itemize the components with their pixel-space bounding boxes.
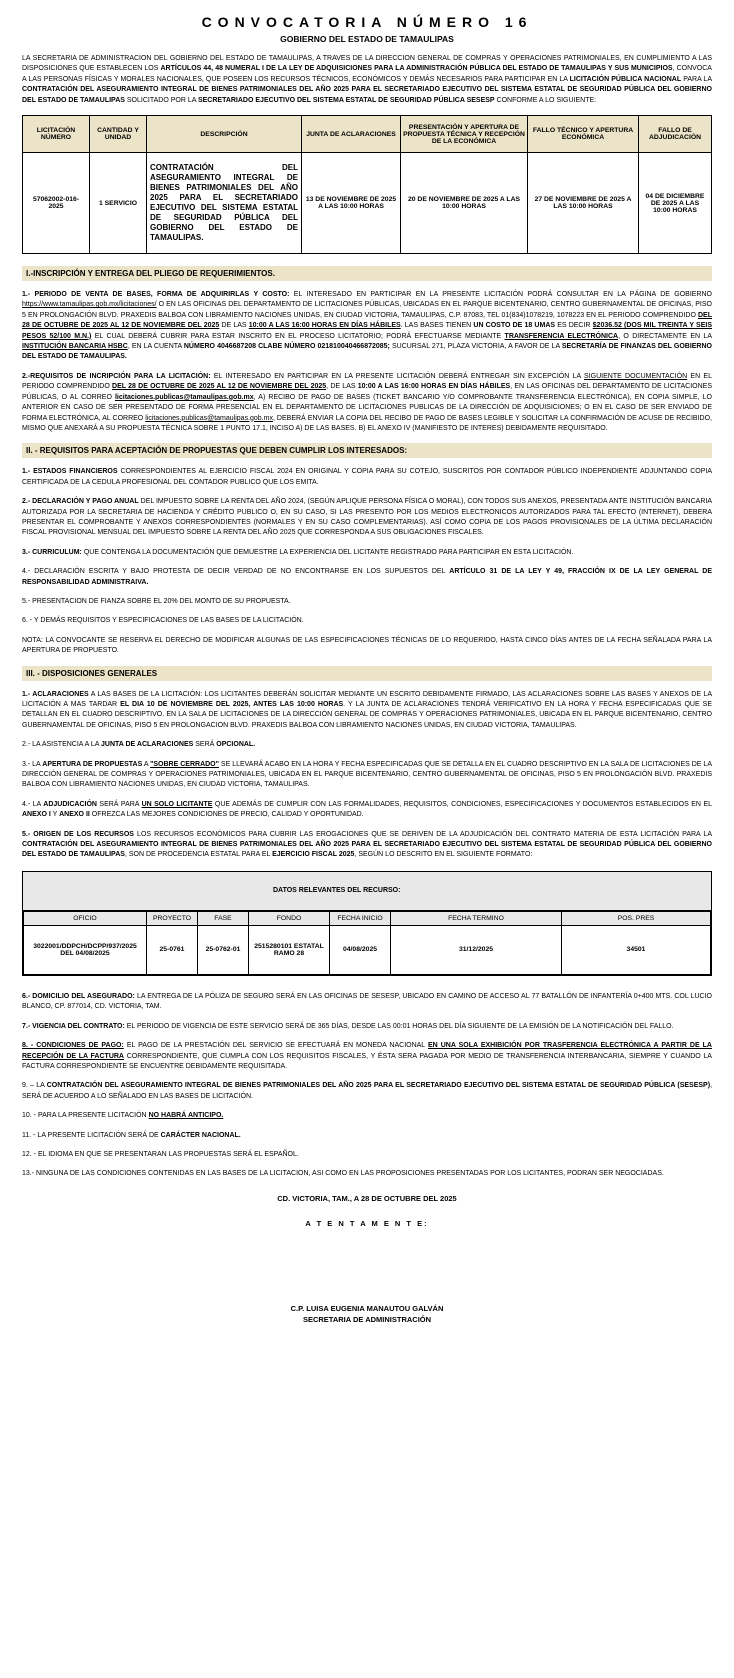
gov-website-link[interactable]: https://www.tamaulipas.gob.mx/licitaciones/ xyxy=(22,301,157,309)
signer-name: C.P. LUISA EUGENIA MANAUTOU GALVÁN xyxy=(290,1303,444,1313)
cell-fase: 25-0762-01 xyxy=(198,925,249,974)
email-link[interactable]: licitaciones.publicas@tamaulipas.gob.mx xyxy=(114,393,254,401)
section-2-item: 6. - Y DEMÁS REQUISITOS Y ESPECIFICACIONES DE LAS BASES DE LA LICITACIÓN. xyxy=(22,617,304,625)
col-header: FALLO TÉCNICO Y APERTURA ECONÓMICA xyxy=(528,116,639,153)
cell-oficio: 3022001/DDPCH/DCPP/937/2025 DEL 04/08/2025 xyxy=(24,925,147,974)
resource-table xyxy=(23,911,711,975)
col-header: OFICIO xyxy=(24,911,147,925)
cell-descripcion: CONTRATACIÓN DEL ASEGURAMIENTO INTEGRAL DE BIENES PATRIMONIALES DEL AÑO 2025 PARA EL SECRETARIADO EJECUTIVO DEL SISTEMA ESTATAL DE SEGURIDAD PÚBLICA DEL GOBIERNO DEL ESTADO DE TAMAULIPAS. xyxy=(147,153,302,254)
cell-licitacion: 57062002-016-2025 xyxy=(23,153,90,254)
section-2-item: 4.- DECLARACIÓN ESCRITA Y BAJO PROTESTA DE DECIR VERDAD DE NO ENCONTRARSE EN LOS SUPUESTOS DEL ARTÍCULO 31 DE LA LEY Y 49, FRACCIÓN IX DE LA LEY GENERAL DE RESPONSABILIDAD ADMINISTRAIVA. xyxy=(22,568,713,586)
section-3-item: 2.- LA ASISTENCIA A LA JUNTA DE ACLARACIONES SERÁ OPCIONAL. xyxy=(22,741,256,749)
section-3-item: 3.- LA APERTURA DE PROPUESTAS A "SOBRE CERRADO" SE LLEVARÁ ACABO EN LA HORA Y FECHA ESPECIFICADAS QUE SE DETALLA EN EL CUADRO DESCRIPTIVO EN LA SALA DE LICITACIONES DE LA DIRECCIÓN GENERAL DE COMPRAS Y OPERACIONES PATRIMONIALES, UBICADA EN EL PARQUE BICENTENARIO, CENTRO GUBERNAMENTAL DE OFICINAS, PISO 5 EN PROLONGACIÓN BLVD. PRAXEDIS BALBOA CON LIBRAMIENTO NACIONES UNIDAS, EN CIUDAD VICTORIA, TAMAULIPAS. xyxy=(22,760,712,789)
col-header: FONDO xyxy=(249,911,330,925)
place-date: CD. VICTORIA, TAM., A 28 DE OCTUBRE DEL 2025 xyxy=(277,1193,457,1203)
intro-paragraph: LA SECRETARIA DE ADMINISTRACION DEL GOBIERNO DEL ESTADO DE TAMAULIPAS, A TRAVES DE LA DIRECCION GENERAL DE COMPRAS Y OPERACIONES PATRIMONIALES, EN CUMPLIMIENTO A LAS DISPOSICIONES QUE ESTABLECEN LOS ARTÍCULOS 44, 48 NUMERAL I DE LA LEY DE ADQUISICIONES PARA LA ADMINISTRACIÓN PÚBLICA DEL ESTADO DE TAMAULIPAS Y SUS MUNICIPIOS, CONVOCA A LAS PERSONAS FÍSICAS Y MORALES NACIONALES, QUE POSEEN LOS RECURSOS TÉCNICOS, ECONÓMICOS Y DEMÁS NECESARIOS PARA PARTICIPAR EN LA LICITACIÓN PÚBLICA NACIONAL PARA LA CONTRATACIÓN DEL ASEGURAMIENTO INTEGRAL DE BIENES PATRIMONIALES DEL AÑO 2025 PARA EL SECRETARIADO EJECUTIVO DEL SISTEMA ESTATAL DE SEGURIDAD PÚBLICA DEL GOBIERNO DEL ESTADO DE TAMAULIPAS SOLICITADO POR LA SECRETARIADO EJECUTIVO DEL SISTEMA ESTATAL DE SEGURIDAD PÚBLICA SESESP CONFORME A LO SIGUIENTE: xyxy=(22,55,712,104)
document-page xyxy=(22,0,712,1324)
section-3-item: 9. – LA CONTRATACIÓN DEL ASEGURAMIENTO INTEGRAL DE BIENES PATRIMONIALES DEL AÑO 2025 PARA EL SECRETARIADO EJECUTIVO DEL SISTEMA ESTATAL DE SEGURIDAD PÚBLICA (SESESP), SERÁ DE ACUERDO A LO SEÑALADO EN LAS BASES DE LICITACIÓN. xyxy=(22,1082,713,1100)
section-2-item: 5.- PRESENTACION DE FIANZA SOBRE EL 20% DEL MONTO DE SU PROPUESTA. xyxy=(22,597,291,605)
col-header: CANTIDAD Y UNIDAD xyxy=(90,116,147,153)
section-3-item: 6.- DOMICILIO DEL ASEGURADO: LA ENTREGA DE LA PÓLIZA DE SEGURO SERÁ EN LAS OFICINAS DE SESESP, UBICADO EN CAMINO DE ACCESO AL 77 BATALLÓN DE INFANTERÍA 0+400 MTS. COL LUCIO BLANCO, CP. 877014, CD. VICTORIA, TAM. xyxy=(22,992,712,1011)
col-header: POS. PRES xyxy=(562,911,711,925)
cell-fallo-adjudicacion: 04 DE DICIEMBRE DE 2025 A LAS 10:00 HORAS xyxy=(639,153,712,254)
signature-space xyxy=(22,1228,712,1304)
section-3-item: 10. - PARA LA PRESENTE LICITACIÓN NO HABRÁ ANTICIPO. xyxy=(22,1112,224,1120)
cell-presentacion: 20 DE NOVIEMBRE DE 2025 A LAS 10:00 HORAS xyxy=(401,153,528,254)
section-2-heading: II. - REQUISITOS PARA ACEPTACIÓN DE PROPUESTAS QUE DEBEN CUMPLIR LOS INTERESADOS: xyxy=(22,443,712,458)
cell-fondo: 2515280101 ESTATAL RAMO 28 xyxy=(249,925,330,974)
cell-cantidad: 1 SERVICIO xyxy=(90,153,147,254)
col-header: FALLO DE ADJUDICACIÓN xyxy=(639,116,712,153)
section-3-item: 5.- ORIGEN DE LOS RECURSOS LOS RECURSOS ECONÓMICOS PARA CUBRIR LAS EROGACIONES QUE SE DERIVEN DE LA ADJUDICACIÓN DEL CONTRATO MATERIA DE ESTA LICITACIÓN PARA LA CONTRATACIÓN DEL ASEGURAMIENTO INTEGRAL DE BIENES PATRIMONIALES DEL AÑO 2025 PARA EL SECRETARIADO EJECUTIVO DEL SISTEMA ESTATAL DE SEGURIDAD PÚBLICA DEL GOBIERNO DEL ESTADO DE TAMAULIPAS, SON DE PROCEDENCIA ESTATAL PARA EL EJERCICIO FISCAL 2025, SEGÚN LO DESCRITO EN EL SIGUIENTE FORMATO: xyxy=(22,830,712,859)
col-header: FECHA INICIO xyxy=(330,911,391,925)
email-link[interactable]: licitaciones.publicas@tamaulipas.gob.mx xyxy=(145,414,273,422)
section-3-item: 13.- NINGUNA DE LAS CONDICIONES CONTENIDAS EN LAS BASES DE LA LICITACION, ASI COMO EN LAS PROPOSICIONES PRESENTADAS POR LOS LICITANTES, PODRAN SER NEGOCIADAS. xyxy=(22,1170,664,1178)
resource-box-title: DATOS RELEVANTES DEL RECURSO: xyxy=(23,872,711,911)
resource-data-box xyxy=(22,871,712,976)
section-3-item: 11. - LA PRESENTE LICITACIÓN SERÁ DE CARÁCTER NACIONAL. xyxy=(22,1131,241,1139)
cell-junta: 13 DE NOVIEMBRE DE 2025 A LAS 10:00 HORAS xyxy=(302,153,401,254)
col-header: PROYECTO xyxy=(147,911,198,925)
section-2-item: 1.- ESTADOS FINANCIEROS CORRESPONDIENTES AL EJERCICIO FISCAL 2024 EN ORIGINAL Y COPIA PARA SU COTEJO, SUSCRITOS POR CONTADOR PÚBLICO INDEPENDIENTE ADJUNTANDO COPIA CERTIFICADA DE LA CEDULA PROFESIONAL DEL CONTADOR PUBLICO QUE LOS EMITA. xyxy=(22,468,712,486)
section-1-item-2: 2.-REQUISITOS DE INCRIPCIÓN PARA LA LICITACIÓN: EL INTERESADO EN PARTICIPAR EN LA PRESENTE LICITACIÓN DEBERÁ ENTREGAR SIN EXCEPCIÓN LA SIGUIENTE DOCUMENTACIÓN EN EL PERIODO COMPRENDIDO DEL 28 DE OCTUBRE DE 2025 AL 12 DE NOVIEMBRE DEL 2025, DE LAS 10:00 A LAS 16:00 HORAS EN DÍAS HÁBILES, EN LAS OFICINAS DEL DEPARTAMENTO DE LICITACIONES PÚBLICAS, O AL CORREO licitaciones.publicas@tamaulipas.gob.mx, A) RECIBO DE PAGO DE BASES (TICKET BANCARIO Y/O COMPROBANTE TRANSFERENCIA ELECTRÓNICA), EN COPIA SIMPLE, LO ANTERIOR EN CASO DE SER PRESENTADO DE FORMA PRESENCIAL EN EL DEPARTAMENTO DE LICITACIONES PUBLICAS DE LA DIRECCIÓN DE ADQUISICIONES; O EN EL CASO DE SER ENVIADO DE FORMA ELECTRÓNICA, AL CORREO licitaciones.publicas@tamaulipas.gob.mx, DEBERÁ ENVIAR LA COPIA DEL RECIBO DE PAGO DE BASES LEGIBLE Y SOLICITAR LA CONFIRMACIÓN DE ACUSE DE RECIBIDO, MISMO QUE ANEXARÁ A SU PROPUESTA TÉCNICA SOBRE 1 PUNTO 17.1, INCISO A) DE LAS BASES. B) EL ANEXO IV (MANIFIESTO DE INTERES) DEBIDAMENTE REQUISITADO. xyxy=(22,372,712,432)
section-3-heading: III. - DISPOSICIONES GENERALES xyxy=(22,666,712,681)
col-header: JUNTA DE ACLARACIONES xyxy=(302,116,401,153)
col-header: FASE xyxy=(198,911,249,925)
section-2-item: 3.- CURRICULUM: QUE CONTENGA LA DOCUMENTACIÓN QUE DEMUESTRE LA EXPERIENCIA DEL LICITANTE REGISTRADO PARA PARTICIPAR EN ESTA LICITACIÓN. xyxy=(22,548,574,556)
section-3-item: 8. - CONDICIONES DE PAGO: EL PAGO DE LA PRESTACIÓN DEL SERVICIO SE EFECTUARÁ EN MONEDA NACIONAL EN UNA SOLA EXHIBICIÓN POR TRASFERENCIA ELECTRÓNICA A PARTIR DE LA RECEPCIÓN DE LA FACTURA CORRESPONDIENTE, QUE CUMPLA CON LOS REQUISITOS FISCALES, Y ÉSTA SERA PAGADA POR MEDIO DE TRANSFERENCIA INTERBANCARIA, SIEMPRE Y CUANDO LA FACTURA CORRESPONDIENTE SE ENCUENTRE DEBIDAMENTE REQUISITADA. xyxy=(22,1042,712,1070)
signer-position: SECRETARIA DE ADMINISTRACIÓN xyxy=(302,1314,432,1324)
summary-table xyxy=(22,115,712,254)
section-3-item: 4.- LA ADJUDICACIÓN SERÁ PARA UN SOLO LICITANTE QUE ADEMÁS DE CUMPLIR CON LAS FORMALIDADES, REQUISITOS, CONDICIONES, ESPECIFICACIONES Y DOCUMENTOS ESTABLECIDOS EN EL ANEXO I Y ANEXO II OFREZCA LAS MEJORES CONDICIONES DE PRECIO, CALIDAD Y OPORTUNIDAD. xyxy=(22,800,713,819)
section-2-item: 2.- DECLARACIÓN Y PAGO ANUAL DEL IMPUESTO SOBRE LA RENTA DEL AÑO 2024, (SEGÚN APLIQUE PERSONA FÍSICA O MORAL), CON TODOS SUS ANEXOS, PRESENTADA ANTE INSTITUCIÓN BANCARIA AUTORIZADA POR LA SECRETARIA DE HACIENDA Y CRÉDITO PUBLICO O, EN SU CASO, SI LAS PRESENTO POR LOS MEDIOS ELECTRONICOS AUTORIZADOS PARA TAL EFECTO (INTERNET), DEBERA PRESENTAR EL COMPROBANTE Y ANEXOS CORRESPONDIENTES (NORMALES Y EN SU CASO COMPLEMENTARIAS). ASÍ COMO COPIA DE LOS PAGOS PROVISIONALES DE LA ÚLTIMA DECLARACIÓN FISCAL PROVISIONAL MENSUAL DEL IMPUESTO SOBRE LA RENTA DEL AÑO 2025 QUE CORRESPONDA A SUS OBLIGACIONES FISCALES. xyxy=(22,498,712,537)
section-3-item: 7.- VIGENCIA DEL CONTRATO: EL PERIODO DE VIGENCIA DE ESTE SERVICIO SERÁ DE 365 DÍAS, DESDE LAS 00:01 HORAS DEL DÍA SIGUIENTE DE LA EMISIÓN DE LA NOTIFICACIÓN DEL FALLO. xyxy=(22,1022,674,1030)
section-1-item-1: 1.- PERIODO DE VENTA DE BASES, FORMA DE ADQUIRIRLAS Y COSTO: EL INTERESADO EN PARTICIPAR EN LA PRESENTE LICITACIÓN PODRÁ CONSULTAR EN LA PÁGINA DE GOBIERNO https://www.tamaulipas.gob.mx/licitaciones/ O EN LAS OFICINAS DEL DEPARTAMENTO DE LICITACIONES PÚBLICAS, UBICADAS EN EL PARQUE BICENTENARIO, CENTRO GUBERNAMENTAL DE OFICINAS, PISO 5 EN PROLONGACIÓN BLVD. PRAXEDIS BALBOA CON LIBRAMIENTO NACIONES UNIDAS, EN CIUDAD VICTORIA, TAMAULIPAS, C.P. 87083, TEL 01(834)1078219, 1078223 EN EL PERIODO COMPRENDIDO DEL 28 DE OCTUBRE DE 2025 AL 12 DE NOVIEMBRE DEL 2025 DE LAS 10:00 A LAS 16:00 HORAS EN DÍAS HÁBILES. LAS BASES TIENEN UN COSTO DE 18 UMAS ES DECIR $2036.52 (DOS MIL TREINTA Y SEIS PESOS 52/100 M.N.) EL CUAL DEBERÁ CUBRIR PARA ESTAR INSCRITO EN EL PROCESO LICITATORIO; PODRÁ EFECTUARSE MEDIANTE TRANSFERENCIA ELECTRÓNICA, O DIRECTAMENTE EN LA INSTITUCIÓN BANCARIA HSBC, EN LA CUENTA NÚMERO 4046687208 CLABE NÚMERO 021810040466872085; SUCURSAL 271, PLAZA VICTORIA, A FAVOR DE LA SECRETARÍA DE FINANZAS DEL GOBIERNO DEL ESTADO DE TAMAULIPAS. xyxy=(22,291,713,361)
resource-row xyxy=(24,925,711,974)
col-header: PRESENTACIÓN Y APERTURA DE PROPUESTA TÉCNICA Y RECEPCIÓN DE LA ECONÓMICA xyxy=(401,116,528,153)
cell-fallo-tecnico: 27 DE NOVIEMBRE DE 2025 A LAS 10:00 HORAS xyxy=(528,153,639,254)
document-title: CONVOCATORIA NÚMERO 16 xyxy=(201,14,533,30)
summary-row xyxy=(23,153,712,254)
cell-fecha-termino: 31/12/2025 xyxy=(391,925,562,974)
section-2-note: NOTA: LA CONVOCANTE SE RESERVA EL DERECHO DE MODIFICAR ALGUNAS DE LAS ESPECIFICACIONES TÉCNICAS DE LO REQUERIDO, HASTA CINCO DÍAS ANTES DE LA FECHA SEÑALADA PARA LA APERTURA DE PROPUESTO. xyxy=(22,636,712,655)
section-1-heading: I.-INSCRIPCIÓN Y ENTREGA DEL PLIEGO DE REQUERIMIENTOS. xyxy=(22,266,712,281)
col-header: FECHA TERMINO xyxy=(391,911,562,925)
col-header: LICITACIÓN NÚMERO xyxy=(23,116,90,153)
cell-fecha-inicio: 04/08/2025 xyxy=(330,925,391,974)
col-header: DESCRIPCIÓN xyxy=(147,116,302,153)
cell-proyecto: 25-0761 xyxy=(147,925,198,974)
section-3-item: 1.- ACLARACIONES A LAS BASES DE LA LICITACIÓN: LOS LICITANTES DEBERÁN SOLICITAR MEDIANTE UN ESCRITO DEBIDAMENTE FIRMADO, LAS ACLARACIONES SOBRE LAS BASES Y ANEXOS DE LA LICITACIÓN A MAS TARDAR EL DIA 10 DE NOVIEMBRE DEL 2025, ANTES LAS 10:00 HORAS. Y LA JUNTA DE ACLARACIONES TENDRÁ VERIFICATIVO EN LA HORA Y FECHA ESPECIFICADAS QUE SE DETALLAN EN EL CUADRO DESCRIPTIVO. EN LA SALA DE LICITACIONES DE LA DIRECCIÓN GENERAL DE COMPRAS Y OPERACIONES PATRIMONIALES, UBICADA EN EL PARQUE BICENTENARIO, CENTRO GUBERNAMENTAL DE OFICINAS, PISO 5 EN PROLONGACION BLVD. PRAXEDIS BALBOA CON LIBRAMIENTO NACIONES UNIDAS, EN CIUDAD VICTORIA, TAMAULIPAS. xyxy=(22,690,712,729)
resource-header-row xyxy=(24,911,711,925)
cell-pos-pres: 34501 xyxy=(562,925,711,974)
summary-header-row xyxy=(23,116,712,153)
document-subtitle: GOBIERNO DEL ESTADO DE TAMAULIPAS xyxy=(280,34,454,44)
section-3-item: 12. - EL IDIOMA EN QUE SE PRESENTARAN LAS PROPUESTAS SERÁ EL ESPAÑOL. xyxy=(22,1150,299,1158)
closing: A T E N T A M E N T E: xyxy=(305,1218,429,1228)
